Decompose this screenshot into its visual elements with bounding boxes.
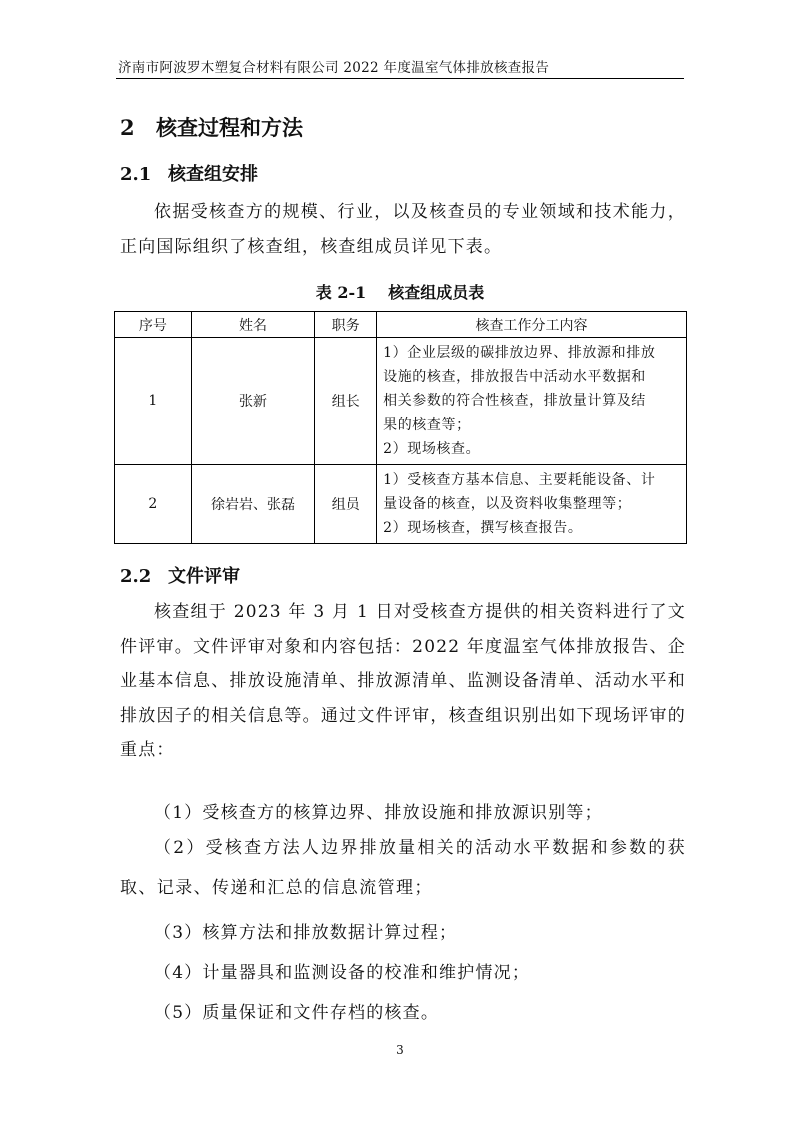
header-role: 职务 <box>315 312 377 338</box>
work-line: 量设备的核查，以及资料收集整理等； <box>383 496 632 512</box>
list-item: （3）核算方法和排放数据计算过程； <box>154 923 458 943</box>
section-title: 核查过程和方法 <box>156 115 303 140</box>
cell-role: 组长 <box>315 338 377 465</box>
subsection-heading-2-1 <box>120 160 258 186</box>
cell-work <box>377 338 687 465</box>
work-line: 1）企业层级的碳排放边界、排放源和排放 <box>383 345 656 361</box>
subsection-number: 2.2 <box>120 566 152 587</box>
work-line: 相关参数的符合性核查，排放量计算及结 <box>383 393 646 409</box>
header-rule <box>116 78 684 79</box>
header-no: 序号 <box>115 312 192 338</box>
list-item: （5）质量保证和文件存档的核查。 <box>154 1003 440 1023</box>
page-number: 3 <box>396 1043 404 1057</box>
cell-no: 2 <box>115 465 192 544</box>
list-item: （4）计量器具和监测设备的校准和维护情况； <box>154 963 531 983</box>
table-header-row <box>115 312 687 338</box>
subsection-heading-2-2 <box>120 562 240 588</box>
cell-no: 1 <box>115 338 192 465</box>
cell-name: 徐岩岩、张磊 <box>191 465 315 544</box>
cell-role: 组员 <box>315 465 377 544</box>
list-item: （2）受核查方法人边界排放量相关的活动水平数据和参数的获取、记录、传递和汇总的信息流管理； <box>120 838 686 898</box>
header-name: 姓名 <box>191 312 315 338</box>
table-caption-label: 表 2-1 <box>315 283 367 302</box>
cell-work <box>377 465 687 544</box>
subsection-title: 文件评审 <box>168 566 240 587</box>
section-number: 2 <box>120 115 135 140</box>
table-caption-title: 核查组成员表 <box>388 283 485 302</box>
list-item: （1）受核查方的核算边界、排放设施和排放源识别等； <box>154 803 603 823</box>
cell-name: 张新 <box>191 338 315 465</box>
table-row <box>115 465 687 544</box>
work-line: 1）受核查方基本信息、主要耗能设备、计 <box>383 472 656 488</box>
subsection-title: 核查组安排 <box>168 164 258 185</box>
work-line: 2）现场核查，撰写核查报告。 <box>383 520 583 536</box>
section-heading <box>120 112 303 142</box>
table-row <box>115 338 687 465</box>
team-members-table <box>114 311 687 544</box>
paragraph-team: 依据受核查方的规模、行业，以及核查员的专业领域和技术能力，正向国际组织了核查组，核查组成员详见下表。 <box>120 202 686 257</box>
work-line: 果的核查等； <box>383 417 471 433</box>
table-caption <box>0 280 800 303</box>
running-header: 济南市阿波罗木塑复合材料有限公司 2022 年度温室气体排放核查报告 <box>118 60 550 76</box>
subsection-number: 2.1 <box>120 164 152 185</box>
header-work: 核查工作分工内容 <box>377 312 687 338</box>
work-line: 2）现场核查。 <box>383 441 481 457</box>
paragraph-document-review: 核查组于 2023 年 3 月 1 日对受核查方提供的相关资料进行了文件评审。文件评审对象和内容包括：2022 年度温室气体排放报告、企业基本信息、排放设施清单、排放源清单、监测设备清单、活动水平和排放因子的相关信息等。通过文件评审，核查组识别出如下现场评审的重点： <box>120 602 686 760</box>
work-line: 设施的核查，排放报告中活动水平数据和 <box>383 369 646 385</box>
